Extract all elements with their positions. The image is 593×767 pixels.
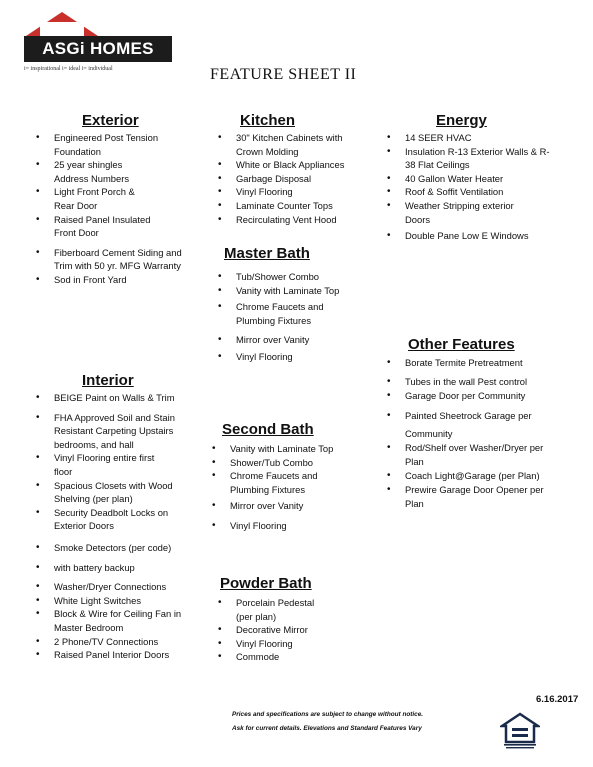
kitchen-list bbox=[218, 131, 368, 226]
powder-bath-heading: Powder Bath bbox=[220, 575, 312, 592]
list-item: • Weather Stripping exterior Doors bbox=[387, 199, 530, 226]
equal-housing-opportunity-icon bbox=[500, 712, 540, 750]
disclaimer-line-2: Ask for current details. Elevations and Standard Features Vary bbox=[232, 725, 422, 732]
master-bath-list bbox=[218, 270, 343, 364]
list-item: • Raised Panel Insulated Front Door bbox=[36, 213, 172, 240]
list-item: • Washer/Dryer Connections bbox=[36, 580, 186, 594]
interior-list bbox=[36, 391, 186, 662]
list-item: • Prewire Garage Door Opener per Plan bbox=[387, 483, 545, 511]
list-item: • Vinyl Flooring bbox=[218, 185, 368, 199]
list-item: • Coach Light@Garage (per Plan) bbox=[387, 469, 552, 483]
list-item: • Garbage Disposal bbox=[218, 172, 368, 186]
list-item: • Spacious Closets with Wood Shelving (per plan) bbox=[36, 479, 186, 506]
list-item: • Laminate Counter Tops bbox=[218, 199, 368, 213]
interior-heading: Interior bbox=[82, 372, 134, 389]
list-item: • Tub/Shower Combo bbox=[218, 270, 343, 284]
list-item: • Tubes in the wall Pest control bbox=[387, 375, 552, 389]
list-item: • Engineered Post Tension Foundation bbox=[36, 131, 196, 158]
list-item: Address Numbers bbox=[54, 172, 130, 184]
list-item: • 2 Phone/TV Connections bbox=[36, 635, 186, 649]
list-item: • Borate Termite Pretreatment bbox=[387, 356, 552, 370]
kitchen-heading: Kitchen bbox=[240, 112, 296, 129]
list-item: • Shower/Tub Combo bbox=[212, 456, 347, 470]
list-item: • 30" Kitchen Cabinets with Crown Molding bbox=[218, 131, 368, 158]
list-item: • Light Front Porch & Rear Door bbox=[36, 185, 154, 212]
powder-bath-list bbox=[218, 596, 338, 664]
list-item: • Vanity with Laminate Top bbox=[218, 284, 343, 298]
list-item: • Roof & Soffit Ventilation bbox=[387, 185, 552, 199]
list-item: • Sod in Front Yard bbox=[36, 273, 196, 287]
list-item: • Porcelain Pedestal (per plan) bbox=[218, 596, 321, 623]
disclaimer-line-1: Prices and specifications are subject to change without notice. bbox=[232, 711, 424, 718]
list-item: • Vinyl Flooring bbox=[218, 350, 343, 364]
list-item: • Security Deadbolt Locks on Exterior Doors bbox=[36, 506, 186, 533]
energy-heading: Energy bbox=[436, 112, 487, 129]
list-item: • Garage Door per Community bbox=[387, 389, 552, 403]
second-bath-list bbox=[212, 442, 347, 533]
list-item: • 14 SEER HVAC bbox=[387, 131, 552, 145]
logo-text: ASGi HOMES bbox=[42, 39, 154, 58]
list-item: • Painted Sheetrock Garage per bbox=[387, 409, 552, 423]
list-item: • Chrome Faucets and Plumbing Fixtures bbox=[212, 469, 347, 496]
list-item: • White or Black Appliances bbox=[218, 158, 368, 172]
sheet-date: 6.16.2017 bbox=[536, 694, 579, 705]
list-item: • Raised Panel Interior Doors bbox=[36, 648, 186, 662]
list-item: • Commode bbox=[218, 650, 338, 664]
list-item: • 40 Gallon Water Heater bbox=[387, 172, 552, 186]
list-item: • Smoke Detectors (per code) bbox=[36, 541, 186, 555]
list-item: • White Light Switches bbox=[36, 594, 186, 608]
list-item: • FHA Approved Soil and Stain Resistant Carpeting Upstairs bedrooms, and hall bbox=[36, 411, 186, 452]
list-item: • Vinyl Flooring bbox=[218, 637, 338, 651]
list-item: • Rod/Shelf over Washer/Dryer per Plan bbox=[387, 441, 545, 469]
page-title: FEATURE SHEET II bbox=[210, 66, 357, 83]
exterior-list bbox=[36, 131, 196, 287]
list-item: • Block & Wire for Ceiling Fan in Master Bedroom bbox=[36, 607, 186, 634]
list-item: Community bbox=[405, 428, 453, 439]
company-logo bbox=[18, 12, 178, 88]
exterior-heading: Exterior bbox=[82, 112, 139, 129]
list-item: • Vanity with Laminate Top bbox=[212, 442, 347, 456]
second-bath-heading: Second Bath bbox=[222, 421, 314, 438]
list-item: • Decorative Mirror bbox=[218, 623, 338, 637]
list-item: • with battery backup bbox=[36, 561, 186, 575]
list-item: • Fiberboard Cement Siding and Trim with 50 yr. MFG Warranty bbox=[36, 246, 196, 273]
other-features-list bbox=[387, 356, 552, 511]
list-item: • Recirculating Vent Hood bbox=[218, 213, 368, 227]
list-item: • Insulation R-13 Exterior Walls & R-38 Flat Ceilings bbox=[387, 145, 552, 172]
list-item: • BEIGE Paint on Walls & Trim bbox=[36, 391, 186, 405]
list-item: • Chrome Faucets and Plumbing Fixtures bbox=[218, 300, 343, 327]
energy-list bbox=[387, 131, 552, 243]
master-bath-heading: Master Bath bbox=[224, 245, 310, 262]
list-item: • 25 year shingles bbox=[36, 158, 196, 172]
list-item: • Mirror over Vanity bbox=[212, 499, 347, 513]
logo-tagline: i= inspirational i= ideal i= individual bbox=[24, 66, 113, 72]
list-item: • Double Pane Low E Windows bbox=[387, 229, 552, 243]
list-item: • Vinyl Flooring entire first floor bbox=[36, 451, 172, 478]
list-item: • Mirror over Vanity bbox=[218, 333, 343, 347]
other-features-heading: Other Features bbox=[408, 336, 515, 353]
list-item: • Vinyl Flooring bbox=[212, 519, 347, 533]
